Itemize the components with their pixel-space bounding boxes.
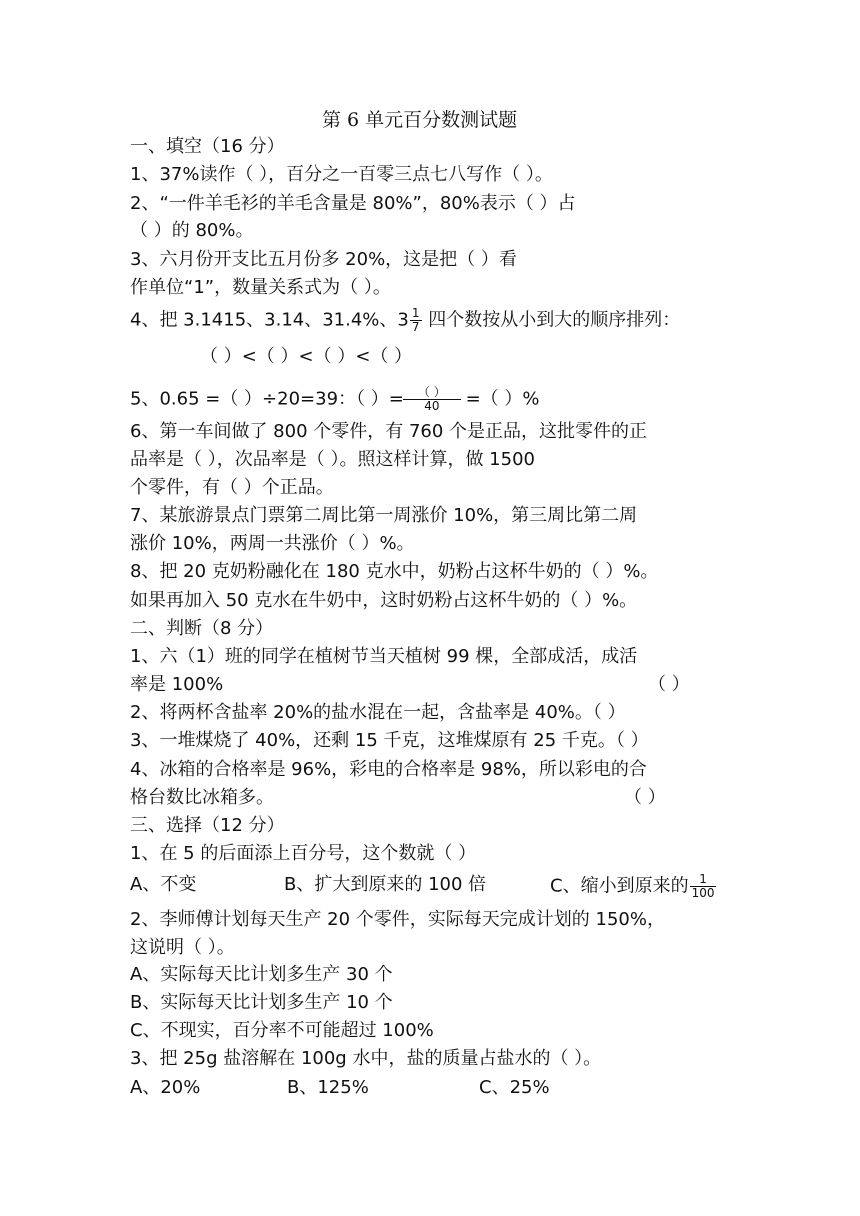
s3-q3-option-b: B、125% bbox=[287, 1077, 369, 1098]
s3-q1-option-c-text: C、缩小到原来的 bbox=[550, 875, 689, 897]
s1-q5-text-b: =（ ）% bbox=[465, 388, 540, 410]
s3-q2-option-b: B、实际每天比计划多生产 10 个 bbox=[130, 992, 393, 1013]
s3-q1-option-a: A、不变 bbox=[130, 874, 197, 895]
s2-q3: 3、一堆煤烧了 40%，还剩 15 千克，这堆煤原有 25 千克。（ ） bbox=[130, 730, 649, 751]
s3-q2-option-c: C、不现实，百分率不可能超过 100% bbox=[130, 1020, 434, 1041]
s1-q3-line2: 作单位“1”，数量关系式为（ ）。 bbox=[130, 277, 391, 298]
s1-q6-line2: 品率是（ ），次品率是（ ）。照这样计算，做 1500 bbox=[130, 449, 535, 470]
s3-q1-fraction bbox=[690, 873, 717, 900]
fraction-numerator: 1 bbox=[699, 872, 707, 886]
s2-q4-line2: 格台数比冰箱多。 bbox=[130, 787, 274, 808]
s2-q2: 2、将两杯含盐率 20%的盐水混在一起，含盐率是 40%。（ ） bbox=[130, 702, 626, 723]
section3-heading: 三、选择（12 分） bbox=[130, 815, 285, 836]
s3-q1-option-b: B、扩大到原来的 100 倍 bbox=[284, 874, 487, 895]
s3-q1-option-c bbox=[550, 873, 717, 900]
s2-q1-answer-blank: （ ） bbox=[648, 674, 690, 695]
s1-q6-line1: 6、第一车间做了 800 个零件，有 760 个是正品，这批零件的正 bbox=[130, 421, 648, 442]
s3-q3-option-a: A、20% bbox=[130, 1077, 201, 1098]
s3-q3-option-c: C、25% bbox=[479, 1077, 550, 1098]
s1-q7-line2: 涨价 10%，两周一共涨价（ ）%。 bbox=[130, 533, 415, 554]
s1-q4-text-a: 4、把 3.1415、3.14、31.4%、3 bbox=[130, 309, 409, 331]
s1-q1: 1、37%读作（ ），百分之一百零三点七八写作（ ）。 bbox=[130, 164, 553, 185]
s3-q2-line2: 这说明（ ）。 bbox=[130, 937, 235, 958]
section2-heading: 二、判断（8 分） bbox=[130, 618, 274, 639]
s3-q2-line1: 2、李师傅计划每天生产 20 个零件，实际每天完成计划的 150%， bbox=[130, 909, 665, 930]
section1-heading: 一、填空（16 分） bbox=[130, 136, 285, 157]
s1-q5 bbox=[130, 386, 540, 413]
s1-q2-line2: （ ）的 80%。 bbox=[130, 220, 254, 241]
page-title: 第 6 单元百分数测试题 bbox=[322, 109, 518, 131]
s2-q1-line1: 1、六（1）班的同学在植树节当天植树 99 棵，全部成活，成活 bbox=[130, 646, 638, 667]
s1-q6-line3: 个零件，有（ ）个正品。 bbox=[130, 477, 334, 498]
fraction-denominator: 40 bbox=[403, 399, 461, 413]
fraction-numerator: （ ） bbox=[417, 385, 446, 399]
s3-q2-option-a: A、实际每天比计划多生产 30 个 bbox=[130, 964, 393, 985]
s1-q4-text-b: 四个数按从小到大的顺序排列： bbox=[428, 309, 681, 331]
fraction-denominator: 7 bbox=[411, 320, 420, 334]
s1-q5-fraction bbox=[405, 386, 459, 413]
s2-q1-line2: 率是 100% bbox=[130, 674, 224, 695]
s1-q3-line1: 3、六月份开支比五月份多 20%，这是把（ ）看 bbox=[130, 249, 517, 270]
s2-q4-line1: 4、冰箱的合格率是 96%，彩电的合格率是 98%，所以彩电的合 bbox=[130, 759, 647, 780]
s1-q8-line2: 如果再加入 50 克水在牛奶中，这时奶粉占这杯牛奶的（ ）%。 bbox=[130, 590, 638, 611]
fraction-denominator: 100 bbox=[691, 886, 715, 900]
fraction-numerator: 1 bbox=[411, 306, 420, 320]
s1-q5-text-a: 5、0.65 =（ ）÷20=39：（ ）= bbox=[130, 388, 404, 410]
s1-q7-line1: 7、某旅游景点门票第二周比第一周涨价 10%，第三周比第二周 bbox=[130, 505, 638, 526]
s1-q4-fraction bbox=[410, 307, 422, 334]
s3-q3: 3、把 25g 盐溶解在 100g 水中，盐的质量占盐水的（ ）。 bbox=[130, 1048, 602, 1069]
s2-q4-answer-blank: （ ） bbox=[624, 787, 666, 808]
s1-q8-line1: 8、把 20 克奶粉融化在 180 克水中，奶粉占这杯牛奶的（ ）%。 bbox=[130, 561, 659, 582]
s1-q2-line1: 2、“一件羊毛衫的羊毛含量是 80%”，80%表示（ ）占 bbox=[130, 193, 576, 214]
s1-q4-line2: （ ）<（ ）<（ ）<（ ） bbox=[200, 346, 413, 367]
s1-q4-line1 bbox=[130, 307, 680, 334]
s3-q1: 1、在 5 的后面添上百分号，这个数就（ ） bbox=[130, 843, 477, 864]
